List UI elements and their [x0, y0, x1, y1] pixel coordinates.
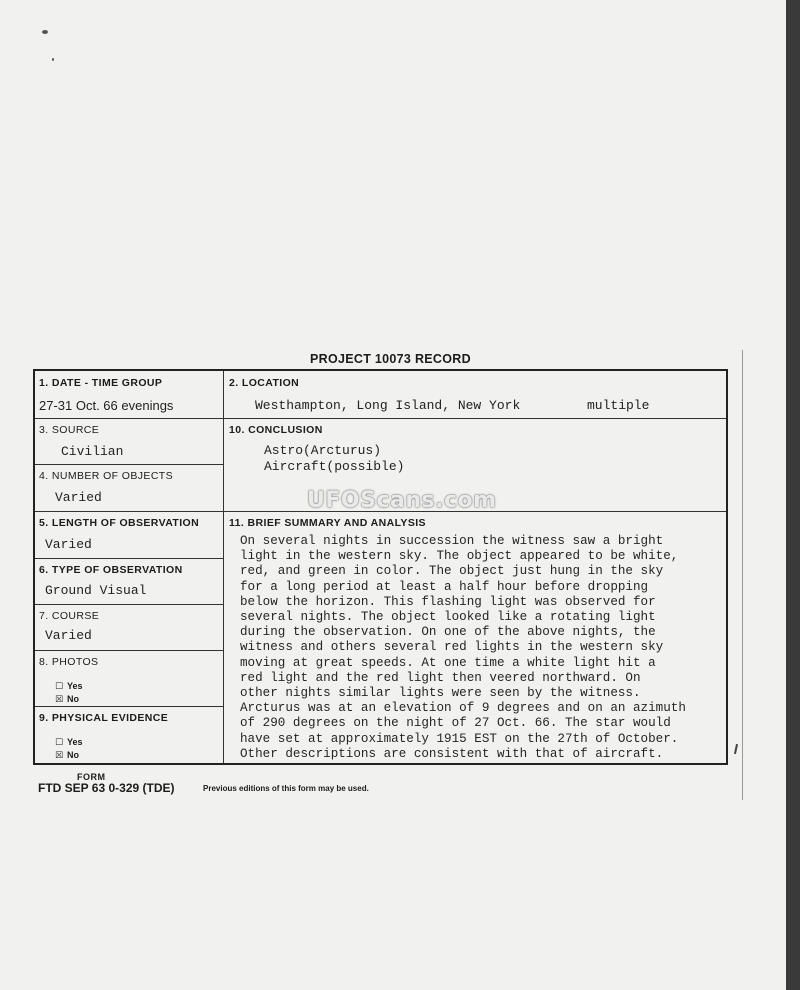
checkbox-empty-icon: ☐	[55, 738, 64, 748]
photos-option-yes	[55, 681, 83, 692]
summary-text	[240, 534, 720, 762]
checkbox-checked-icon: ☒	[55, 695, 64, 705]
date-time-group-value: 27-31 Oct. 66 evenings	[39, 398, 174, 413]
form-title: PROJECT 10073 RECORD	[310, 352, 471, 366]
type-of-observation-value: Ground Visual	[45, 583, 147, 598]
footer-form-word: FORM	[77, 772, 106, 782]
length-of-observation-value: Varied	[45, 537, 92, 552]
summary-line: On several nights in succession the witness saw a bright	[240, 534, 664, 548]
location-extra: multiple	[587, 398, 650, 413]
course-value: Varied	[45, 628, 92, 643]
row-divider	[35, 418, 726, 419]
summary-line: of 290 degrees on the night of 27 Oct. 66. The star would	[240, 716, 671, 731]
summary-line: for a long period at least a half hour before dropping	[240, 579, 649, 594]
summary-line: light in the western sky. The object appeared to be white,	[240, 549, 679, 564]
conclusion-line: Astro(Arcturus)	[264, 443, 382, 458]
summary-line: have set at approximately 1915 EST on the 27th of October.	[240, 731, 679, 746]
summary-line: moving at great speeds. At one time a white light hit a	[240, 655, 656, 670]
scan-mark	[734, 744, 738, 754]
summary-line: below the horizon. This flashing light was observed for	[240, 594, 656, 609]
length-of-observation-label: 5. LENGTH OF OBSERVATION	[39, 517, 200, 529]
option-label: Yes	[67, 681, 83, 691]
row-divider	[35, 558, 223, 559]
physical-evidence-option-no	[55, 750, 79, 761]
conclusion-line: Aircraft(possible)	[264, 459, 405, 474]
summary-line: during the observation. On one of the above nights, the	[240, 625, 656, 640]
scan-speck	[52, 58, 54, 61]
row-divider	[35, 706, 223, 707]
summary-line: other nights similar lights were seen by the witness.	[240, 686, 641, 701]
physical-evidence-option-yes	[55, 737, 83, 748]
summary-line: Arcturus was at an elevation of 9 degrees and on an azimuth	[240, 701, 686, 716]
source-value: Civilian	[61, 444, 124, 459]
photos-label: 8. PHOTOS	[39, 656, 99, 668]
row-divider	[35, 604, 223, 605]
summary-label: 11. BRIEF SUMMARY AND ANALYSIS	[229, 517, 426, 529]
row-divider	[35, 464, 223, 465]
footer-note: Previous editions of this form may be used.	[203, 784, 369, 793]
type-of-observation-label: 6. TYPE OF OBSERVATION	[39, 564, 183, 576]
summary-line: Other descriptions are consistent with that of aircraft.	[240, 746, 664, 761]
course-label: 7. COURSE	[39, 610, 100, 622]
watermark: UFOScans.com	[307, 488, 497, 513]
location-label: 2. LOCATION	[229, 377, 300, 389]
column-divider	[223, 371, 224, 763]
row-divider	[35, 650, 223, 651]
summary-line: witness and others several red lights in the western sky	[240, 640, 664, 655]
summary-line: several nights. The object looked like a rotating light	[240, 610, 656, 625]
footer-form-code: FTD SEP 63 0-329 (TDE)	[38, 781, 175, 795]
scan-page-edge	[786, 0, 800, 990]
scan-margin-line	[742, 350, 743, 800]
location-value: Westhampton, Long Island, New York	[255, 398, 521, 413]
option-label: Yes	[67, 737, 83, 747]
physical-evidence-label: 9. PHYSICAL EVIDENCE	[39, 712, 169, 724]
photos-option-no	[55, 694, 79, 705]
scan-speck	[42, 30, 48, 34]
summary-line: red, and green in color. The object just hung in the sky	[240, 564, 664, 579]
number-of-objects-label: 4. NUMBER OF OBJECTS	[39, 470, 174, 482]
checkbox-empty-icon: ☐	[55, 682, 64, 692]
number-of-objects-value: Varied	[55, 490, 102, 505]
source-label: 3. SOURCE	[39, 424, 100, 436]
conclusion-label: 10. CONCLUSION	[229, 424, 323, 436]
option-label: No	[67, 694, 79, 704]
option-label: No	[67, 750, 79, 760]
date-time-group-label: 1. DATE - TIME GROUP	[39, 377, 163, 389]
checkbox-checked-icon: ☒	[55, 751, 64, 761]
summary-line: red light and the red light then veered northward. On	[240, 670, 641, 685]
